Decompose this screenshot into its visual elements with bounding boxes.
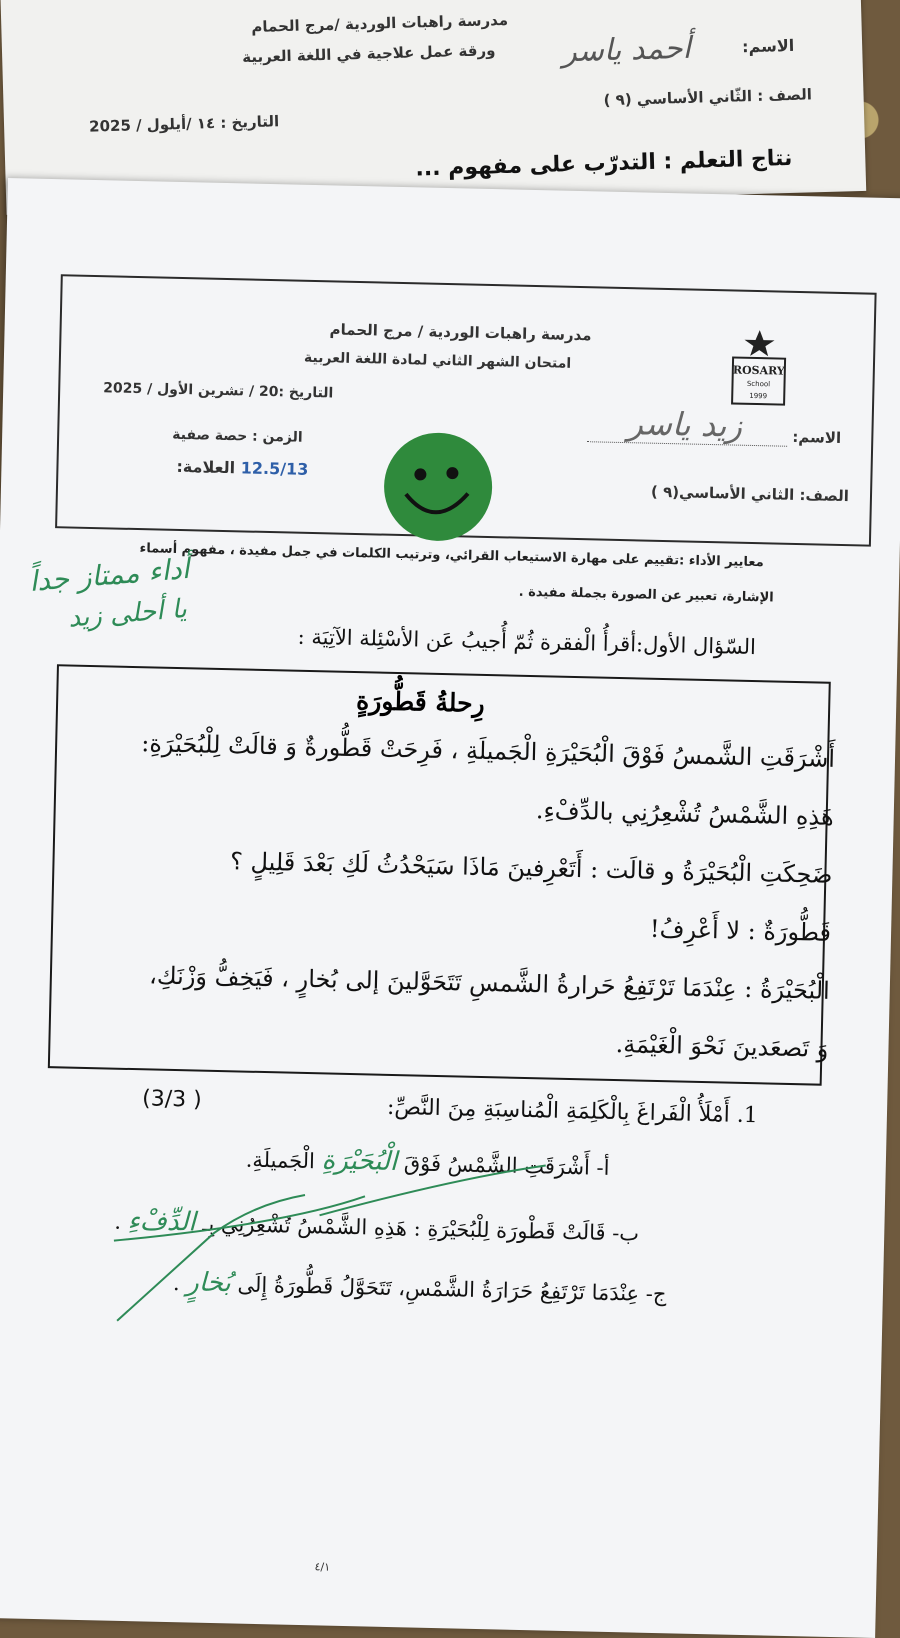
back-name-handwriting: أحمد ياسر bbox=[561, 30, 692, 70]
criteria-line-1: معايير الأداء :تقييم على مهارة الاستيعاب القرائي، وترتيب الكلمات في جمل مفيدة ، مفهوم أسماء bbox=[139, 541, 764, 571]
smiley-sticker bbox=[383, 432, 493, 542]
fill-item-c: ج- عِنْدَمَا تَرْتَفِعُ حَرَارَةُ الشَّمْسِ، تَتَحَوَّلُ قَطُّورَةُ إِلَى بُخارٍ . bbox=[172, 1267, 667, 1307]
exam-name-handwriting: زيد ياسر bbox=[627, 404, 743, 445]
back-worksheet-title: ورقة عمل علاجية في اللغة العربية bbox=[242, 41, 496, 67]
exam-school: مدرسة راهبات الوردية / مرج الحمام bbox=[329, 320, 592, 345]
story-line: قَطُّورَةٌ : لا أَعْرِفُ! bbox=[649, 914, 832, 947]
question-1-title: السّؤال الأول:أقرأُ الْفقرة ثُمّ أُجيبُ عَن الأسْئِلة الآتِيَة : bbox=[297, 624, 757, 660]
smiley-face-icon bbox=[383, 432, 493, 542]
svg-text:School: School bbox=[746, 379, 771, 389]
back-outcome: نتاج التعلم : التدرّب على مفهوم ... bbox=[415, 145, 793, 182]
exercise-1-score: (3/3 ) bbox=[141, 1086, 202, 1113]
back-date: التاريخ : ١٤ /أيلول / 2025 bbox=[88, 112, 280, 136]
back-name-label: الاسم: bbox=[741, 35, 795, 57]
story-line: الْبُحَيْرَةُ : عِنْدَمَا تَرْتَفِعُ حَرارةُ الشَّمسِ تَتَحَوَّلينَ إلى بُخارٍ ، فَيَخِفُّ وَزْنَكِ، bbox=[148, 961, 831, 1005]
fill-item-b: ب- قَالَتْ قَطْورَة لِلْبُحَيْرَةِ : هَذِهِ الشَّمْسُ تُشْعِرُنِي بِـ الدِّفْءِ . bbox=[114, 1205, 640, 1246]
grade-label: 12.5/13 العلامة: bbox=[176, 456, 309, 479]
story-line: ضَحِكَتِ الْبُحَيْرَةُ و قالَت : أَتَعْرِفينَ مَاذَا سَيَحْدُثُ لَكِ بَعْدَ قَلِيلٍ ؟ bbox=[229, 847, 833, 889]
exam-class: الصف: الثاني الأساسي(٩ ) bbox=[650, 482, 850, 506]
answer-a: الْبُحَيْرَةِ bbox=[321, 1145, 398, 1178]
grade-value: 12.5/13 bbox=[240, 458, 309, 479]
answer-c: بُخارٍ bbox=[186, 1267, 232, 1299]
exercise-1-instruction: 1. أَمْلَأُ الْفَراغَ بِالْكَلِمَةِ الْمُناسِبَةِ مِنَ النَّصِّ: bbox=[386, 1094, 759, 1129]
teacher-comment-1: أداء ممتاز جداً bbox=[27, 551, 191, 598]
rosary-school-logo bbox=[726, 329, 792, 408]
story-line: هَذِهِ الشَّمْسُ تُشْعِرُنِي بالدِّفْءِ. bbox=[535, 796, 835, 831]
svg-text:1999: 1999 bbox=[749, 391, 768, 401]
story-title: رِحلةُ قَطُّورَةٍ bbox=[355, 686, 485, 718]
exam-title: امتحان الشهر الثاني لمادة اللغة العربية bbox=[303, 349, 572, 372]
exam-date: التاريخ :20 / تشرين الأول / 2025 bbox=[103, 380, 334, 402]
exam-time: الزمن : حصة صفية bbox=[172, 426, 303, 446]
page-number: ٤/١ bbox=[314, 1560, 331, 1574]
exam-name-label: الاسم: bbox=[792, 427, 842, 447]
back-school: مدرسة راهبات الوردية /مرج الحمام bbox=[251, 10, 509, 36]
back-class: الصف : الثّاني الأساسي (٩ ) bbox=[603, 85, 813, 110]
teacher-comment-2: يا أحلى زيد bbox=[67, 594, 188, 634]
fill-item-a: أ- أَشْرَقَتِ الشَّمْسُ فَوْقَ الْبُحَيْرَةِ الْجَميلَةِ. bbox=[245, 1145, 610, 1180]
story-line: وَ تَصعَدينَ نَحْوَ الْغَيْمَةِ. bbox=[615, 1030, 829, 1063]
story-line: أَشْرَقَتِ الشَّمسُ فَوْقَ الْبُحَيْرَةِ الْجَميلَةِ ، فَرِحَتْ قَطُّورةٌ وَ قالَتْ لِلْبُحَيْرَةِ: bbox=[141, 729, 836, 773]
answer-b: الدِّفْءِ bbox=[127, 1205, 197, 1238]
svg-text:ROSARY: ROSARY bbox=[732, 363, 785, 378]
check-marks bbox=[102, 1130, 586, 1341]
exam-sheet bbox=[0, 178, 900, 1638]
criteria-line-2: الإشارة، تعبير عن الصورة بجملة مفيدة . bbox=[518, 584, 774, 606]
